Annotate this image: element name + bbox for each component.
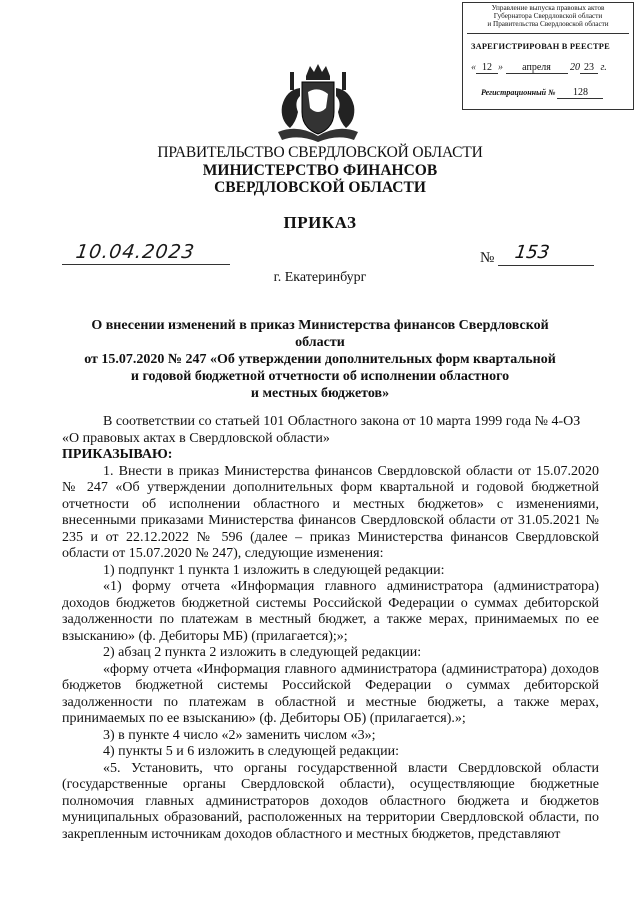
handwritten-number: 153 xyxy=(513,242,551,263)
order-body xyxy=(62,414,599,843)
ministry-name: МИНИСТЕРСТВО ФИНАНСОВ СВЕРДЛОВСКОЙ ОБЛАСТИ xyxy=(202,162,438,196)
paragraph-7: 4) пункты 5 и 6 изложить в следующей редакции: xyxy=(103,744,400,759)
paragraph-4: 2) абзац 2 пункта 2 изложить в следующей редакции: xyxy=(103,645,422,660)
paragraph-6: 3) в пункте 4 число «2» заменить числом «3»; xyxy=(103,727,376,743)
registration-stamp xyxy=(462,2,634,110)
paragraph-1: 1. Внести в приказ Министерства финансов Свердловской области от 15.07.2020 № 247 «Об утверждении дополнительных форм квартальной и годовой бюджетной отчетности об исполнении областного и местных бюджетов» с изменениями, внесенными приказами Министерства финансов Свердловской области от 31.05.2021 № 235 и от 22.12.2022 № 596 (далее – приказ Министерства финансов Свердловской области от 15.07.2020 № 247), следующие изменения: xyxy=(62,463,599,561)
stamp-registered-label: ЗАРЕГИСТРИРОВАН В РЕЕСТРЕ xyxy=(471,42,610,51)
number-underline xyxy=(498,265,594,266)
paragraph-3: «1) форму отчета «Информация главного администратора (администратора) доходов бюджетов бюджетной системы Российской Федерации о суммах дебиторской задолженности по платежам в местный бюджет, а также мерах, принимаемых по ее взысканию» (ф. Дебиторы МБ) (прилагается);»; xyxy=(62,579,599,644)
order-subject: О внесении изменений в приказ Министерства финансов Свердловской области от 15.07.2020 № 247 «Об утверждении дополнительных форм квартальной и годовой бюджетной отчетности об исполнении областного и местных бюджетов» xyxy=(84,318,556,401)
city: г. Екатеринбург xyxy=(273,270,367,285)
preamble-continuation: «О правовых актах в Свердловской области» xyxy=(62,430,330,446)
order-word: ПРИКАЗЫВАЮ: xyxy=(62,447,173,462)
document-type: ПРИКАЗ xyxy=(283,213,357,232)
handwritten-date: 10.04.2023 xyxy=(74,241,197,263)
preamble: В соответствии со статьей 101 Областного закона от 10 марта 1999 года № 4-ОЗ xyxy=(103,414,581,429)
coat-of-arms-icon xyxy=(268,62,368,144)
stamp-year: 23 xyxy=(580,62,598,74)
stamp-authority: Управление выпуска правовых актов Губернатора Свердловской области и Правительства Свердловской области xyxy=(487,4,609,28)
paragraph-2: 1) подпункт 1 пункта 1 изложить в следующей редакции: xyxy=(103,562,445,578)
stamp-divider xyxy=(467,33,629,34)
date-underline xyxy=(62,264,230,265)
paragraph-5: «форму отчета «Информация главного администратора (администратора) доходов бюджетов бюджетной системы Российской Федерации о суммах дебиторской задолженности по платежам в областной и местные бюджеты, а также мерах, принимаемых по ее взысканию» (ф. Дебиторы ОБ) (прилагается).»; xyxy=(62,661,599,726)
paragraph-8: «5. Установить, что органы государственной власти Свердловской области (государственные органы Свердловской области), осуществляющие бюджетные полномочия главных администраторов доходов областного бюджета и бюджетов муниципальных образований, расположенных на территории Свердловской области, по закрепленным источникам доходов областного и местных бюджетов, представляют xyxy=(62,760,599,842)
stamp-registration-number: Регистрационный № 128 xyxy=(481,87,603,99)
stamp-month: апреля xyxy=(506,62,568,74)
number-label: № xyxy=(480,250,495,266)
stamp-date: « 12 » апреля 20 23 г. xyxy=(471,62,607,73)
stamp-day: 12 xyxy=(476,62,498,74)
government-name: ПРАВИТЕЛЬСТВО СВЕРДЛОВСКОЙ ОБЛАСТИ xyxy=(157,144,483,161)
